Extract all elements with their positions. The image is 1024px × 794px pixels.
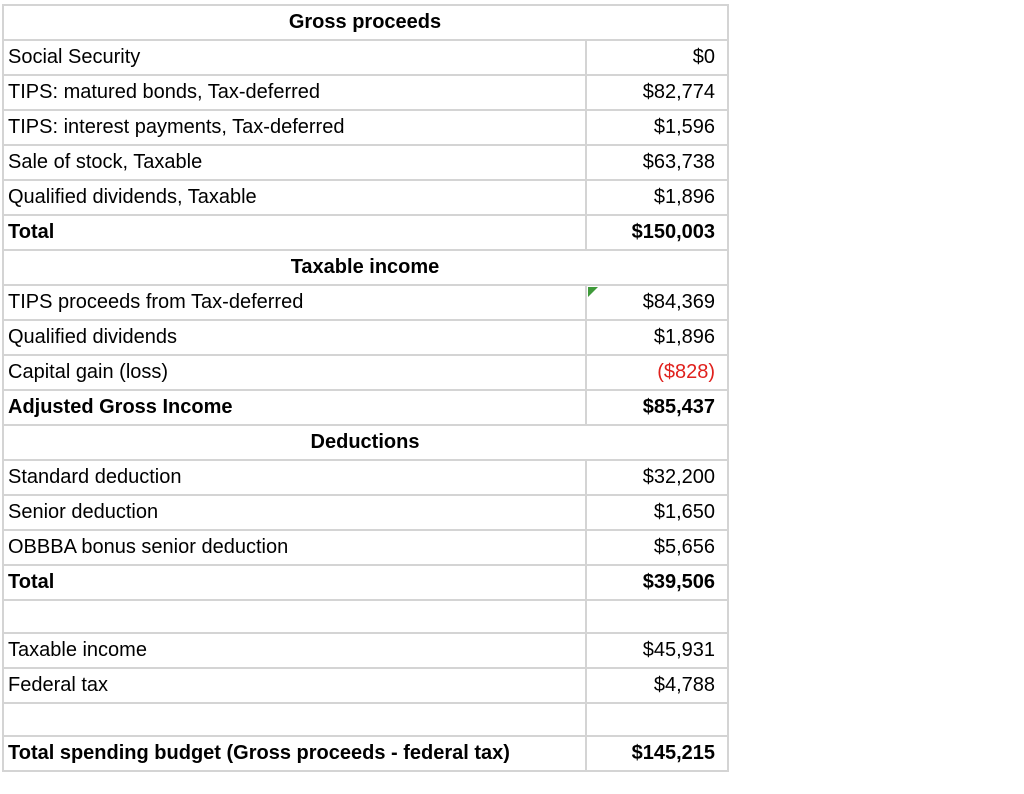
row-label-obbba-bonus[interactable]: OBBBA bonus senior deduction <box>3 530 586 565</box>
gross-proceeds-total-value[interactable]: $150,003 <box>586 215 728 250</box>
empty-row <box>3 600 728 633</box>
table-row <box>3 495 728 530</box>
total-row <box>3 565 728 600</box>
row-label-taxable-income[interactable]: Taxable income <box>3 633 586 668</box>
table-row <box>3 633 728 668</box>
empty-cell[interactable] <box>586 5 728 40</box>
row-value-federal-tax[interactable]: $4,788 <box>586 668 728 703</box>
empty-cell[interactable] <box>586 425 728 460</box>
row-value-qualified-dividends[interactable]: $1,896 <box>586 320 728 355</box>
table-row <box>3 145 728 180</box>
row-value-sale-of-stock[interactable]: $63,738 <box>586 145 728 180</box>
table-row <box>3 75 728 110</box>
row-label-tips-proceeds[interactable]: TIPS proceeds from Tax-deferred <box>3 285 586 320</box>
empty-cell[interactable] <box>3 600 586 633</box>
spending-budget-label[interactable]: Total spending budget (Gross proceeds - federal tax) <box>3 736 586 771</box>
row-value-standard-deduction[interactable]: $32,200 <box>586 460 728 495</box>
row-label-qualified-dividends[interactable]: Qualified dividends <box>3 320 586 355</box>
table-row <box>3 285 728 320</box>
row-label-sale-of-stock[interactable]: Sale of stock, Taxable <box>3 145 586 180</box>
row-value-senior-deduction[interactable]: $1,650 <box>586 495 728 530</box>
comment-indicator-icon <box>588 287 598 297</box>
table-row <box>3 320 728 355</box>
table-row <box>3 355 728 390</box>
total-row <box>3 215 728 250</box>
agi-label[interactable]: Adjusted Gross Income <box>3 390 586 425</box>
row-value-social-security[interactable]: $0 <box>586 40 728 75</box>
table-row <box>3 530 728 565</box>
empty-cell[interactable] <box>586 703 728 736</box>
empty-cell[interactable] <box>586 600 728 633</box>
spending-budget-value[interactable]: $145,215 <box>586 736 728 771</box>
row-label-standard-deduction[interactable]: Standard deduction <box>3 460 586 495</box>
section-header-row <box>3 425 728 460</box>
section-header-deductions[interactable]: Deductions <box>3 425 586 460</box>
deductions-total-value[interactable]: $39,506 <box>586 565 728 600</box>
row-label-qualified-dividends-taxable[interactable]: Qualified dividends, Taxable <box>3 180 586 215</box>
empty-row <box>3 703 728 736</box>
total-row <box>3 390 728 425</box>
row-value-capital-gain[interactable]: ($828) <box>586 355 728 390</box>
row-value-tips-proceeds[interactable] <box>586 285 728 320</box>
row-value-tips-proceeds-text: $84,369 <box>642 291 715 313</box>
section-header-row <box>3 5 728 40</box>
section-header-taxable-income[interactable]: Taxable income <box>3 250 586 285</box>
deductions-total-label[interactable]: Total <box>3 565 586 600</box>
row-value-tips-interest-payments[interactable]: $1,596 <box>586 110 728 145</box>
table-row <box>3 180 728 215</box>
agi-value[interactable]: $85,437 <box>586 390 728 425</box>
row-label-social-security[interactable]: Social Security <box>3 40 586 75</box>
gross-proceeds-total-label[interactable]: Total <box>3 215 586 250</box>
row-label-tips-interest-payments[interactable]: TIPS: interest payments, Tax-deferred <box>3 110 586 145</box>
row-value-taxable-income[interactable]: $45,931 <box>586 633 728 668</box>
row-value-tips-matured-bonds[interactable]: $82,774 <box>586 75 728 110</box>
table-row <box>3 110 728 145</box>
tax-summary-table <box>2 4 729 772</box>
row-value-qualified-dividends-taxable[interactable]: $1,896 <box>586 180 728 215</box>
row-label-tips-matured-bonds[interactable]: TIPS: matured bonds, Tax-deferred <box>3 75 586 110</box>
row-label-capital-gain[interactable]: Capital gain (loss) <box>3 355 586 390</box>
section-header-row <box>3 250 728 285</box>
row-label-senior-deduction[interactable]: Senior deduction <box>3 495 586 530</box>
row-label-federal-tax[interactable]: Federal tax <box>3 668 586 703</box>
table-row <box>3 40 728 75</box>
empty-cell[interactable] <box>3 703 586 736</box>
table-row <box>3 460 728 495</box>
total-row <box>3 736 728 771</box>
row-value-obbba-bonus[interactable]: $5,656 <box>586 530 728 565</box>
empty-cell[interactable] <box>586 250 728 285</box>
section-header-gross-proceeds[interactable]: Gross proceeds <box>3 5 586 40</box>
table-row <box>3 668 728 703</box>
